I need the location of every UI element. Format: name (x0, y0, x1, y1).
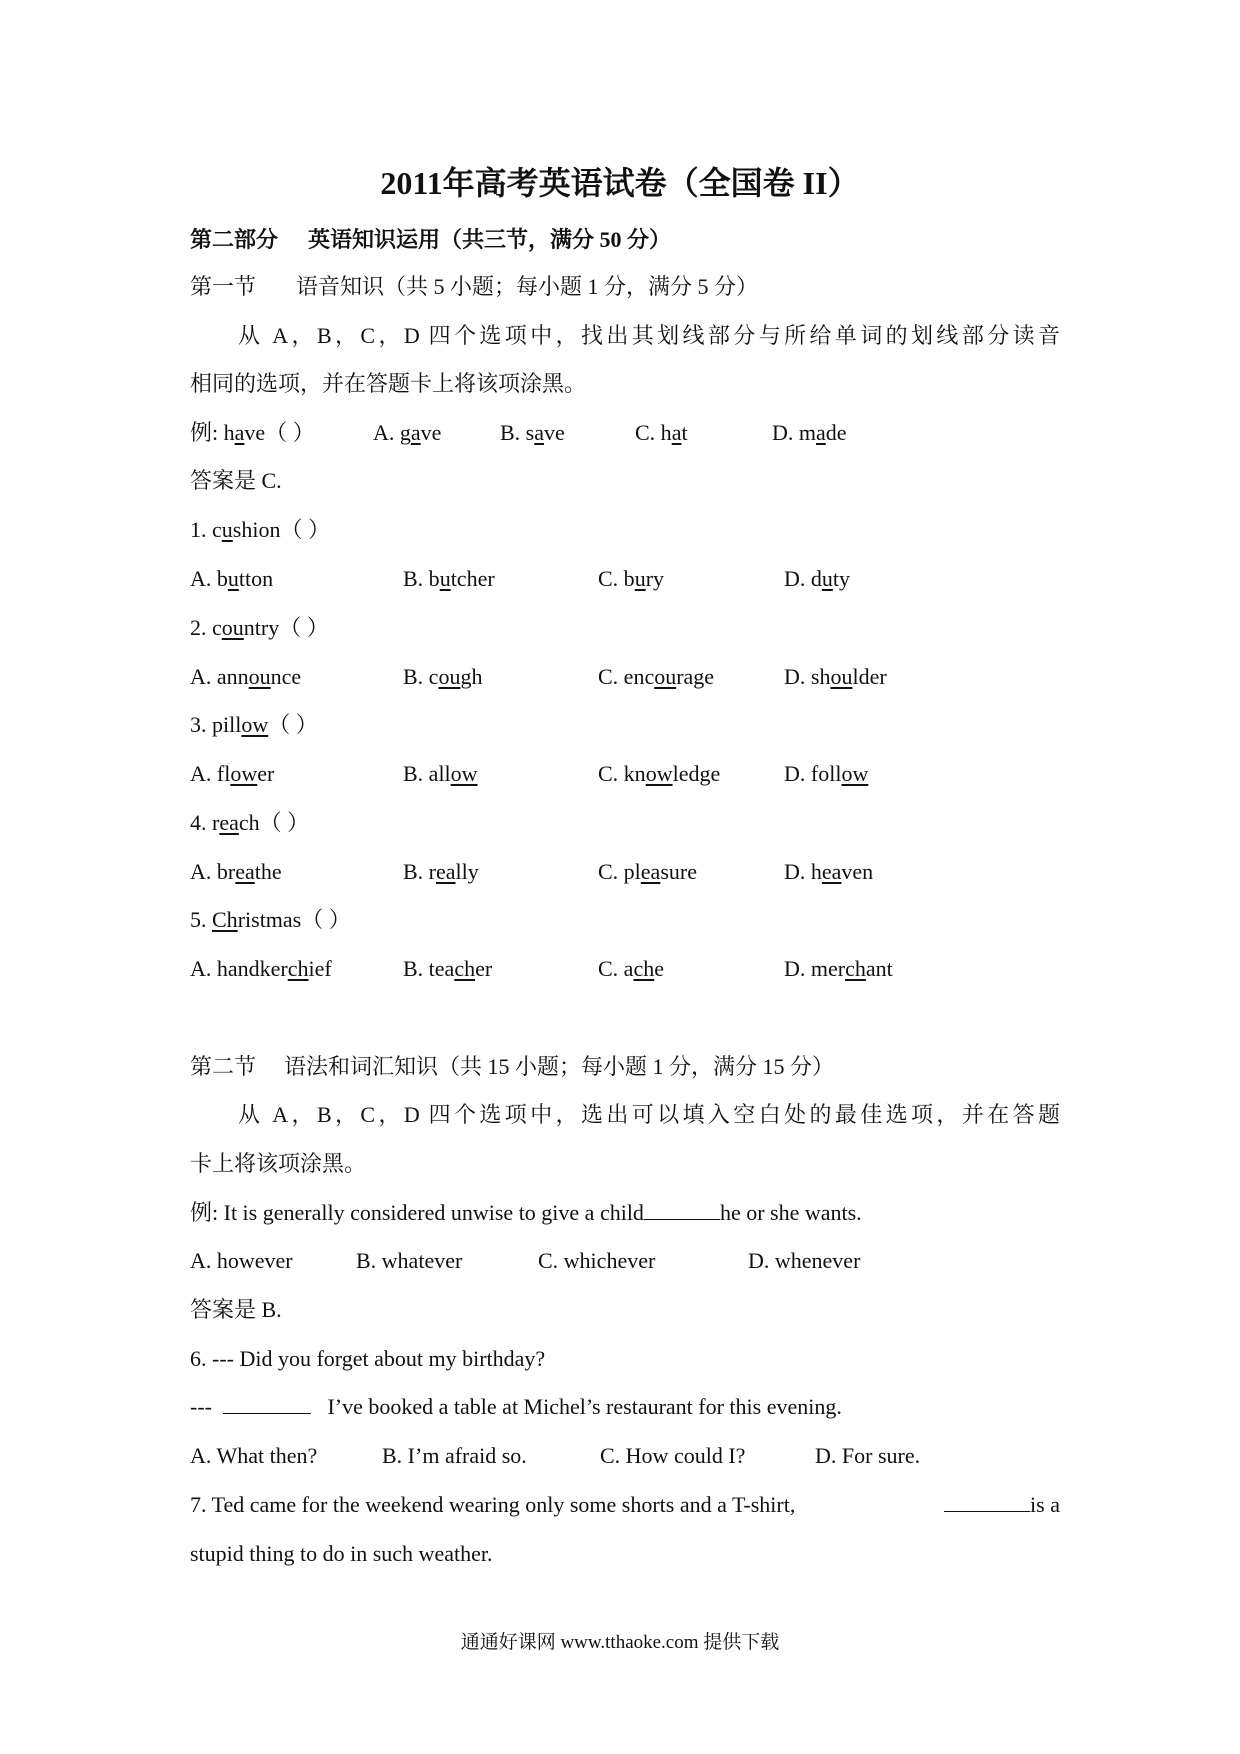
question-3-option-c: C. knowledge (598, 761, 721, 786)
question-4-option-b: B. really (403, 859, 479, 884)
answer-blank (944, 1491, 1030, 1512)
question-1-options (190, 564, 1060, 594)
example2-option-d: D. whenever (748, 1248, 861, 1273)
example-option-b: B. save (500, 420, 565, 445)
q6-option-b: B. I’m afraid so. (382, 1443, 527, 1468)
question-3-stem: 3. pillow（ ） (190, 712, 318, 737)
page-footer: 通通好课网 www.tthaoke.com 提供下载 (460, 1632, 780, 1653)
question-5-option-c: C. ache (598, 956, 664, 981)
q6-option-d: D. For sure. (815, 1443, 921, 1468)
example-option-d: D. made (772, 420, 847, 445)
part-heading (190, 225, 1060, 255)
part-name: 第二部分 (190, 227, 279, 252)
example-word: 例: have（ ） (190, 420, 315, 445)
section1-example (190, 418, 1060, 448)
q6-option-a: A. What then? (190, 1443, 318, 1468)
section2-example-answer: 答案是 B. (190, 1297, 282, 1322)
question-7-line1: 7. Ted came for the weekend wearing only some shorts and a T-shirt, is a (190, 1492, 1060, 1517)
answer-blank (644, 1199, 720, 1220)
question-4-option-a: A. breathe (190, 859, 282, 884)
section2-heading (190, 1052, 1060, 1082)
question-2-stem: 2. country（ ） (190, 615, 329, 640)
question-6-line2: --- I’ve booked a table at Michel’s restaurant for this evening. (190, 1394, 842, 1419)
question-1-option-d: D. duty (784, 566, 851, 591)
section1-instruction-line2: 相同的选项，并在答题卡上将该项涂黑。 (190, 371, 587, 396)
part-title: 英语知识运用（共三节，满分 50 分） (308, 227, 672, 252)
section2-name: 第二节 (190, 1054, 257, 1079)
question-3-option-a: A. flower (190, 761, 275, 786)
question-1-option-b: B. butcher (403, 566, 495, 591)
question-2-option-a: A. announce (190, 664, 302, 689)
question-2-option-c: C. encourage (598, 664, 715, 689)
section2-instruction-line2: 卡上将该项涂黑。 (190, 1151, 367, 1176)
q6-option-c: C. How could I? (600, 1443, 746, 1468)
question-4-option-d: D. heaven (784, 859, 874, 884)
question-6-options (190, 1441, 1060, 1471)
question-4-stem: 4. reach（ ） (190, 810, 310, 835)
section1-name: 第一节 (190, 274, 257, 299)
question-2-option-d: D. shoulder (784, 664, 887, 689)
question-7-line2: stupid thing to do in such weather. (190, 1541, 493, 1566)
example2-option-a: A. however (190, 1248, 293, 1273)
question-4-options (190, 857, 1060, 887)
question-2-options (190, 662, 1060, 692)
question-1-stem: 1. cushion（ ） (190, 517, 330, 542)
answer-blank (223, 1393, 311, 1414)
section2-instruction-line1: 从 A，B，C，D 四个选项中，选出可以填入空白处的最佳选项，并在答题 (238, 1102, 1060, 1127)
example-option-a: A. gave (373, 420, 442, 445)
question-1-option-c: C. bury (598, 566, 665, 591)
section1-heading (190, 272, 1060, 302)
section2-title: 语法和词汇知识（共 15 小题；每小题 1 分，满分 15 分） (284, 1054, 835, 1079)
section2-example: 例: It is generally considered unwise to give a child he or she wants. (190, 1200, 862, 1225)
question-5-option-d: D. merchant (784, 956, 893, 981)
question-6-line1: 6. --- Did you forget about my birthday? (190, 1346, 546, 1371)
example2-option-c: C. whichever (538, 1248, 656, 1273)
section1-instruction-line1: 从 A，B，C，D 四个选项中，找出其划线部分与所给单词的划线部分读音 (238, 323, 1060, 348)
question-5-options (190, 954, 1060, 984)
question-1-option-a: A. button (190, 566, 274, 591)
question-3-option-d: D. follow (784, 761, 869, 786)
question-5-stem: 5. Christmas（ ） (190, 907, 351, 932)
question-5-option-a: A. handkerchief (190, 956, 332, 981)
section2-example-options (190, 1246, 1060, 1276)
question-4-option-c: C. pleasure (598, 859, 697, 884)
question-5-option-b: B. teacher (403, 956, 493, 981)
example-option-c: C. hat (635, 420, 688, 445)
question-3-options (190, 759, 1060, 789)
example-answer: 答案是 C. (190, 468, 282, 493)
question-3-option-b: B. allow (403, 761, 478, 786)
example2-option-b: B. whatever (356, 1248, 463, 1273)
page-title: 2011年高考英语试卷（全国卷 II） (380, 165, 860, 201)
question-2-option-b: B. cough (403, 664, 483, 689)
section1-title: 语音知识（共 5 小题；每小题 1 分，满分 5 分） (296, 274, 759, 299)
